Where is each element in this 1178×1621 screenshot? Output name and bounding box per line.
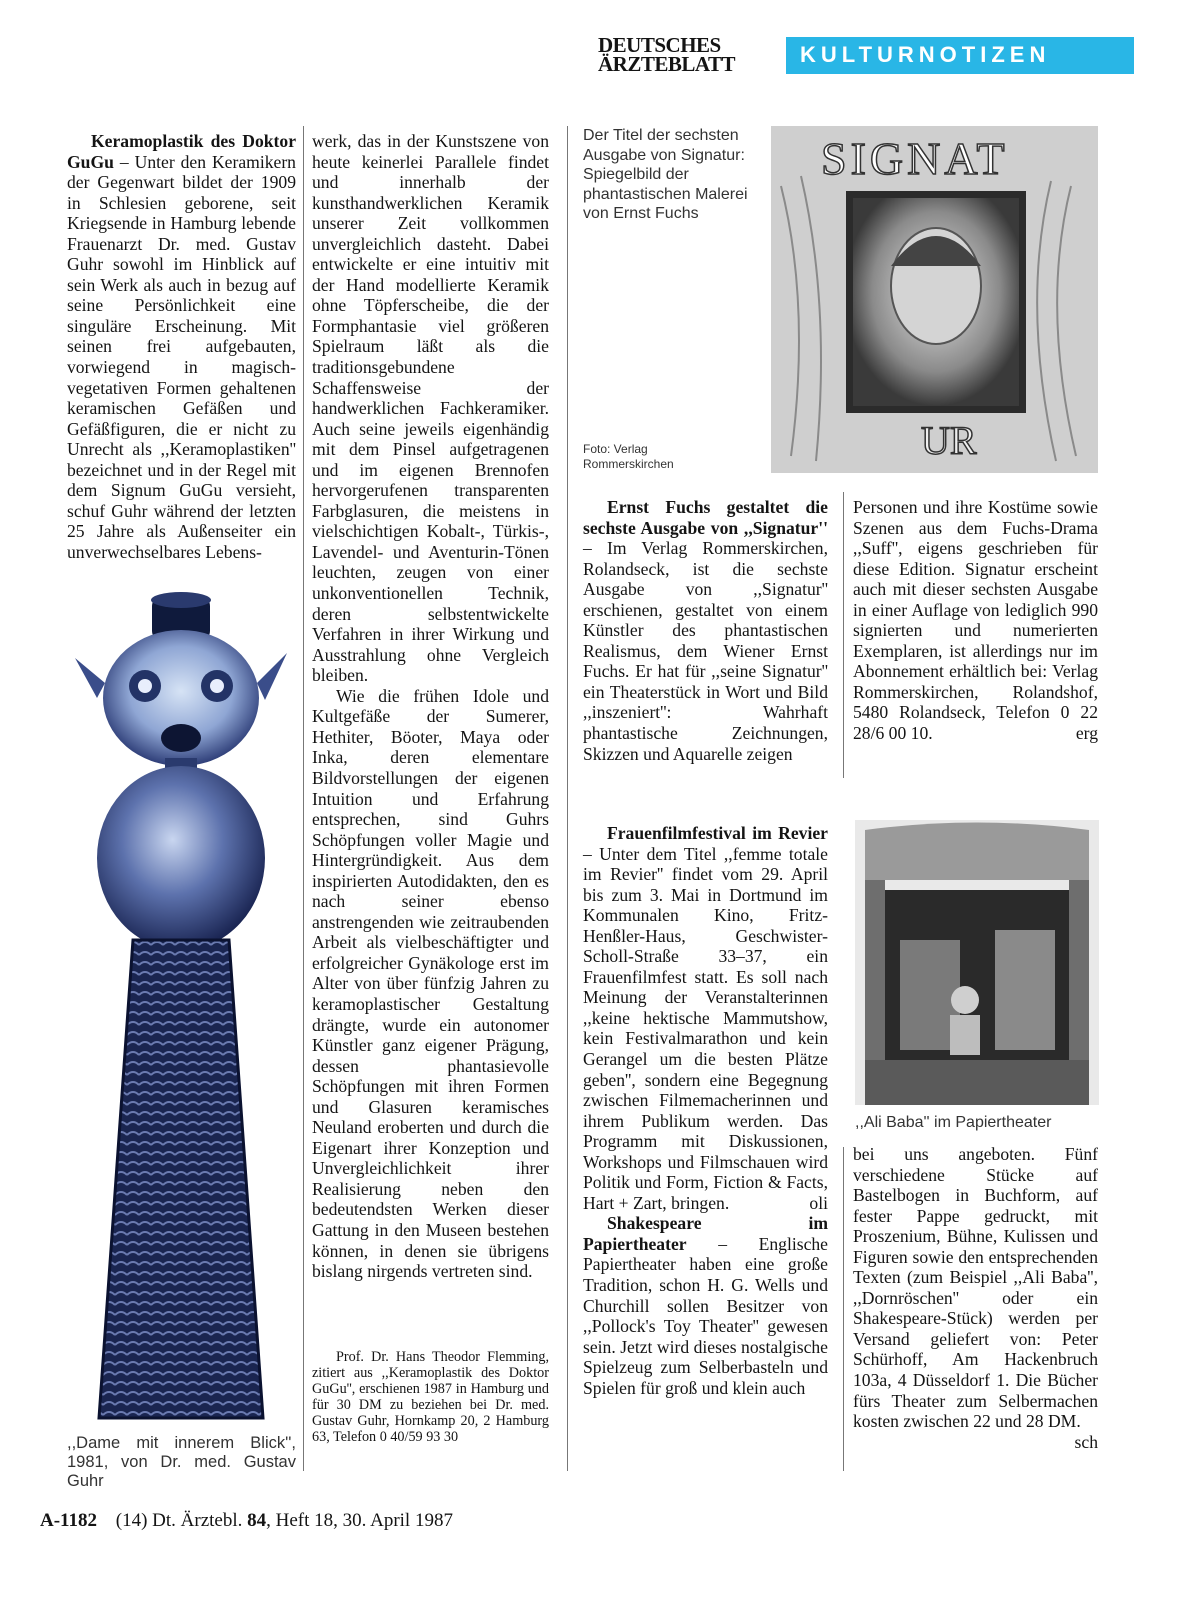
column-rule-1 xyxy=(303,126,304,1471)
column-rule-2 xyxy=(567,126,568,1471)
cover-title-top: SIGNAT xyxy=(821,133,1009,184)
shakespeare-title: Shakespeare im Papiertheater xyxy=(583,1213,828,1254)
footer-volume: 84 xyxy=(247,1510,267,1531)
frauenfilm-signature: oli xyxy=(809,1192,828,1213)
signatur-signature: erg xyxy=(1075,723,1098,744)
page-footer xyxy=(40,1510,453,1532)
section-title: KULTURNOTIZEN xyxy=(800,42,1051,67)
credit-line-1: Foto: Verlag xyxy=(583,442,648,456)
signatur-article xyxy=(583,497,828,764)
masthead-line-1: DEUTSCHES xyxy=(598,33,721,57)
footer-issue: , Heft 18, 30. April 1987 xyxy=(266,1510,453,1531)
keramik-text-part2: werk, das in der Kunstszene von heute keinerlei Parallele findet und innerhalb der kunsthandwerklichen Keramik unserer Zeit vollkommen unvergleichlich dasteht. Dabei entwickelte er eine intuitiv mit der Hand modellierte Keramik ohne Töpferscheibe, die der Formphantasie viel größeren Spielraum läßt als die traditionsgebundene Schaffensweise der handwerklichen Fachkeramiker. Auch seine jeweils eigenhändig mit dem Pinsel aufgetragenen und im eigenen Brennofen hervorgerufenen transparenten Farbglasuren, die meistens in vielschichtigen Kobalt-, Türkis-, Lavendel- und Aventurin-Tönen leuchten, zeugen von einer unkonventionellen Technik, deren selbstentwickelte Verfahren in ihrer Wirkung und Ausstrahlung ohne Vergleich bleiben. xyxy=(312,131,549,686)
column-rule-3 xyxy=(843,492,844,778)
signatur-title: Ernst Fuchs gestaltet die sechste Ausgabe von ,,Signatur'' xyxy=(583,497,828,538)
frauenfilm-text: – Unter dem Titel ,,femme totale im Revier'' findet vom 29. April bis zum 3. Mai in Dortmund im Kommunalen Kino, Fritz-Henßler-Haus, Geschwister-Scholl-Straße 33–37, ein Frauenfilmfest statt. Es soll nach Meinung der Veranstalterinnen ,,keine hektische Mammutshow, kein Festivalmarathon und kein Gerangel um die besten Plätze geben'', sondern eine Begegnung zwischen Filmemacherinnen und ihrem Publikum werden. Das Programm mit Diskussionen, Workshops und Filmschauen wird Politik und Form, Fiction & Facts, Hart + Zart, bringen. xyxy=(583,843,828,1213)
papiertheater-photo xyxy=(855,820,1099,1105)
keramik-source: Prof. Dr. Hans Theodor Flemming, zitiert aus ,,Keramoplastik des Doktor GuGu'', erschienen 1987 in Hamburg und für 30 DM zu beziehen bei Dr. med. Gustav Guhr, Hornkamp 20, 2 Hamburg 63, Telefon 0 40/59 93 30 xyxy=(312,1349,549,1445)
shakespeare-signature: sch xyxy=(1074,1431,1098,1452)
papiertheater-caption: ,,Ali Baba'' im Papiertheater xyxy=(855,1114,1052,1131)
vase-caption: ,,Dame mit innerem Blick'', 1981, von Dr. med. Gustav Guhr xyxy=(67,1434,296,1490)
shakespeare-text: – Englische Papiertheater haben eine große Tradition, schon H. G. Wells und Churchill sollen Besitzer von ,,Pollock's Toy Theater'' gewesen sein. Jetzt wird dieses nostalgische Spielzeug zum Selberbasteln und Spielen für groß und klein auch xyxy=(583,1233,828,1398)
section-banner xyxy=(786,37,1134,74)
footer-journal: (14) Dt. Ärztebl. xyxy=(115,1510,243,1531)
keramik-article-col2 xyxy=(312,131,549,1282)
keramik-text-part1: – Unter den Keramikern der Gegenwart bildet der 1909 in Schlesien geborene, seit Kriegsende in Hamburg lebende Frauenarzt Dr. med. Gustav Guhr sowohl im Hinblick auf sein Werk als auch in bezug auf seine Persönlichkeit eine singuläre Erscheinung. Mit seinen frei aufgebauten, vorwiegend in magisch-vegetativen Formen gehaltenen keramischen Gefäßen und Gefäßfiguren, die er nicht zu Unrecht als ,,Keramoplastiken'' bezeichnet und in der Regel mit dem Signum GuGu versieht, schuf Guhr während der letzten 25 Jahre als Außenseiter ein unverwechselbares Lebens- xyxy=(67,151,296,562)
signatur-text: – Im Verlag Rommerskirchen, Rolandseck, ist die sechste Ausgabe von ,,Signatur'' erschienen, gestaltet von einem Künstler des phantastischen Realismus, dem Wiener Ernst Fuchs. Er hat für ,,seine Signatur'' ein Theaterstück in Wort und Bild ,,inszeniert'': Wahrhaft phantastische Zeichnungen, Skizzen und Aquarelle zeigen xyxy=(583,538,828,764)
shakespeare-text-cont: bei uns angeboten. Fünf verschiedene Stücke auf Bastelbogen in Buchform, auf fester Pappe gedruckt, mit Proszenium, Bühne, Kulissen und Figuren sowie den entsprechenden Texten (zum Beispiel ,,Ali Baba'', ,,Dornröschen'' oder ein Shakespeare-Stück) werden per Versand geliefert von: Peter Schürhoff, Am Hackenbruch 103a, 4 Düsseldorf 1. Die Bücher fürs Theater zum Selbermachen kosten zwischen 22 und 28 DM. xyxy=(853,1144,1098,1432)
keramik-article-col1 xyxy=(67,131,296,562)
page-code: A-1182 xyxy=(40,1510,97,1531)
frauenfilm-article xyxy=(583,823,828,1398)
vase-photo xyxy=(67,588,295,1428)
frauenfilm-title: Frauenfilmfestival im Revier xyxy=(607,823,828,843)
shakespeare-article-cont xyxy=(853,1144,1098,1452)
credit-line-2: Rommerskirchen xyxy=(583,457,674,471)
toy-theater-image xyxy=(855,820,1099,1105)
signatur-article-cont xyxy=(853,497,1098,744)
signatur-cover-image xyxy=(771,126,1098,473)
column-rule-4 xyxy=(843,1147,844,1471)
keramik-title: Keramoplastik des Doktor GuGu xyxy=(67,131,296,172)
signatur-caption: Der Titel der sechsten Ausgabe von Signatur: Spiegelbild der phantastischen Malerei von Ernst Fuchs xyxy=(583,127,748,222)
cover-title-bottom: UR xyxy=(921,418,977,463)
signatur-credit xyxy=(583,442,703,472)
keramik-text-part3: Wie die frühen Idole und Kultgefäße der Sumerer, Hethiter, Böoter, Maya oder Inka, deren elementare Bildvorstellungen der eigenen Intuition und Erfahrung entsprechen, sind Guhrs Schöpfungen voller Magie und Hintergründigkeit. Aus dem inspirierten Autodidakten, den es nach seiner ebenso anstrengenden wie zeitraubenden Arbeit als vielbeschäftigter und erfolgreicher Gynäkologe erst im Alter von über fünfzig Jahren zu keramoplastischer Gestaltung drängte, wurde ein autonomer Künstler ganz eigener Prägung, dessen phantasievolle Schöpfungen mit ihren Formen und Glasuren keramisches Neuland eroberten und durch die Eigenart ihrer Konzeption und Unvergleichlichkeit ihrer Realisierung neben den bedeutendsten Werken dieser Gattung in den Museen bestehen können, in denen sie übrigens bislang nirgends vertreten sind. xyxy=(312,685,549,1282)
cover-illustration xyxy=(771,126,1098,473)
masthead-line-2: ÄRZTEBLATT xyxy=(598,52,735,76)
masthead xyxy=(598,33,773,76)
signatur-text-cont: Personen und ihre Kostüme sowie Szenen aus dem Fuchs-Drama ,,Suff'', eigens geschrieben für diese Edition. Signatur erscheint auch mit dieser sechsten Ausgabe in einer Auflage von lediglich 990 signierten und numerierten Exemplaren, ist allerdings nur im Abonnement erhältlich bei: Verlag Rommerskirchen, Rolandshof, 5480 Rolandseck, Telefon 0 22 28/6 00 10. xyxy=(853,497,1098,744)
ceramic-vase-image xyxy=(67,588,295,1428)
